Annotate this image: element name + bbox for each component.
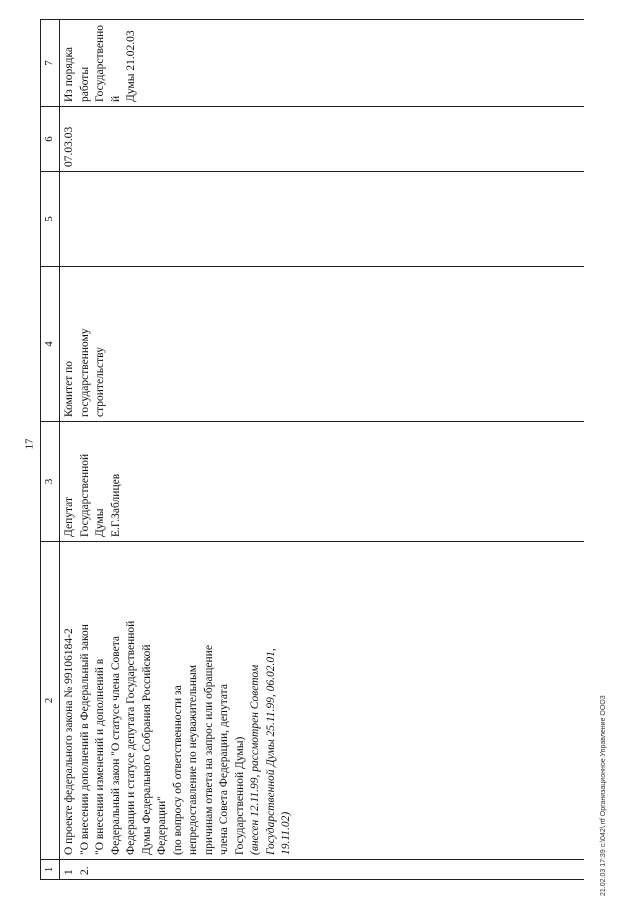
page-number: 17 (23, 438, 36, 450)
desc-line: Думы Федерального Собрания Российской (140, 644, 153, 855)
desc-history-line: (внесен 12.11.99, рассмотрен Советом (249, 664, 261, 855)
author-line: Государственной (78, 453, 91, 537)
desc-line: Федерации" (156, 795, 168, 855)
committee-line: государственному (78, 328, 91, 417)
desc-line: члена Совета Федерации, депутата (218, 684, 230, 855)
desc-line: О проекте федерального закона № 99106184-2 (63, 628, 75, 855)
author-line: Думы (94, 508, 106, 537)
desc-line: Федеральный закон "О статусе члена Совета (109, 636, 122, 855)
source-line: Думы 21.02.03 (125, 30, 137, 102)
author-line: Е.Г.Заблицев (109, 473, 122, 537)
header-cell: 6 (41, 107, 60, 172)
row-number: 12. (60, 860, 585, 880)
header-cell: 2 (41, 542, 60, 860)
desc-line: "О внесении дополнений в Федеральный закон (78, 624, 91, 855)
committee-line: строительству (94, 347, 106, 417)
header-cell: 7 (41, 20, 60, 107)
author (60, 422, 585, 542)
bill-description (60, 542, 585, 860)
desc-line: (по вопросу об ответственности за (171, 685, 184, 855)
header-cell: 1 (41, 860, 60, 880)
table-row (60, 20, 585, 880)
source-line: Из порядка работы (63, 46, 91, 102)
desc-line: непредоставление по неуважительным (187, 664, 199, 855)
rotated-table-container (40, 20, 640, 880)
header-cell: 5 (41, 172, 60, 267)
author-line: Депутат (63, 497, 75, 537)
date-cell: 07.03.03 (60, 107, 585, 172)
desc-line: Федерации и статусе депутата Государственной (125, 620, 137, 855)
committee (60, 267, 585, 422)
desc-line: "О внесении изменений и дополнений в (94, 658, 106, 855)
header-cell: 3 (41, 422, 60, 542)
desc-history-line: 19.11.02) (280, 811, 292, 855)
committee-line: Комитет по (63, 361, 75, 417)
header-row (41, 20, 60, 880)
agenda-table (40, 19, 584, 880)
header-cell: 4 (41, 267, 60, 422)
desc-line: Государственной Думы) (233, 736, 246, 855)
source (60, 20, 585, 107)
desc-history-line: Государственной Думы 25.11.99, 06.02.01, (264, 648, 277, 855)
column-5-cell (60, 172, 585, 267)
source-line: Государственной (94, 24, 122, 102)
footer-stamp: 21.02.03 17:39 c:\042\ rtf Организационное Управление ООО3 (600, 695, 607, 896)
desc-line: причинам ответа на запрос или обращение (202, 645, 215, 855)
